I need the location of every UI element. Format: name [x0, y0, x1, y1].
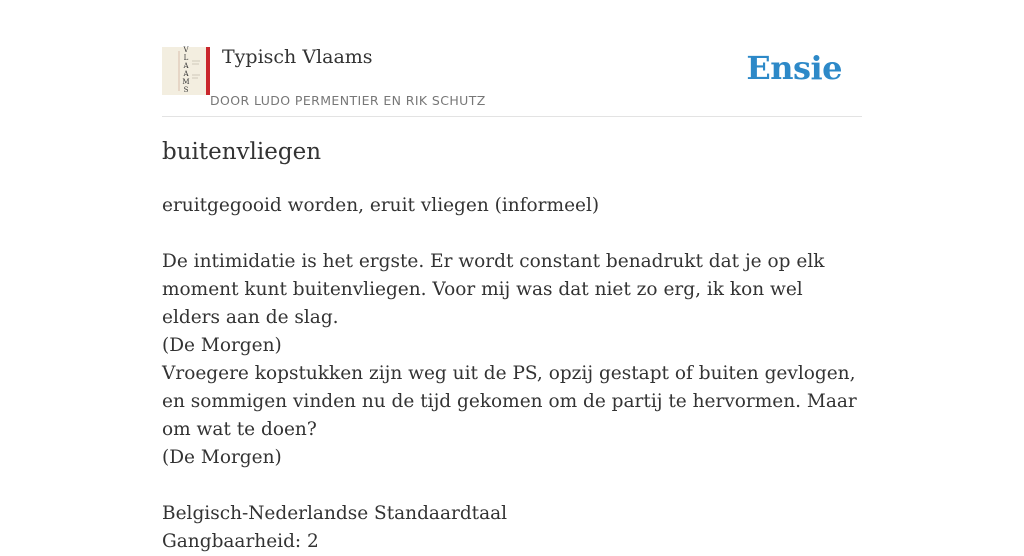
source-title-link[interactable]: Typisch Vlaams [222, 46, 373, 68]
logo-letter: A [183, 70, 189, 78]
logo-letter: L [183, 54, 189, 62]
ensie-logo[interactable]: Ensie [746, 49, 842, 87]
logo-letter: A [183, 62, 189, 70]
entry-definition [162, 192, 862, 556]
definition-line: (De Morgen) [162, 447, 282, 468]
source-authors: DOOR LUDO PERMENTIER EN RIK SCHUTZ [210, 93, 486, 108]
vlaams-book-cover-icon[interactable] [162, 47, 210, 95]
logo-letter: S [183, 86, 189, 94]
definition-line: (De Morgen) [162, 335, 282, 356]
logo-letter: M [182, 78, 190, 86]
entry-page [162, 0, 862, 552]
book-cover-graphic [162, 47, 210, 95]
definition-line: Belgisch-Nederlandse Standaardtaal [162, 503, 508, 524]
entry-word: buitenvliegen [162, 139, 322, 165]
definition-line: Gangbaarheid: 2 [162, 531, 319, 552]
line-spacer [162, 220, 862, 248]
source-header [162, 0, 862, 117]
definition-line: Vroegere kopstukken zijn weg uit de PS, opzij gestapt of buiten gevlogen, en sommigen vinden nu de tijd gekomen om de partij te hervormen. Maar om wat te doen? [162, 363, 857, 440]
definition-line: De intimidatie is het ergste. Er wordt constant benadrukt dat je op elk moment kunt buitenvliegen. Voor mij was dat niet zo erg, ik kon wel elders aan de slag. [162, 251, 825, 328]
definition-line: eruitgegooid worden, eruit vliegen (informeel) [162, 195, 600, 216]
line-spacer [162, 472, 862, 500]
logo-letter: V [183, 46, 189, 54]
